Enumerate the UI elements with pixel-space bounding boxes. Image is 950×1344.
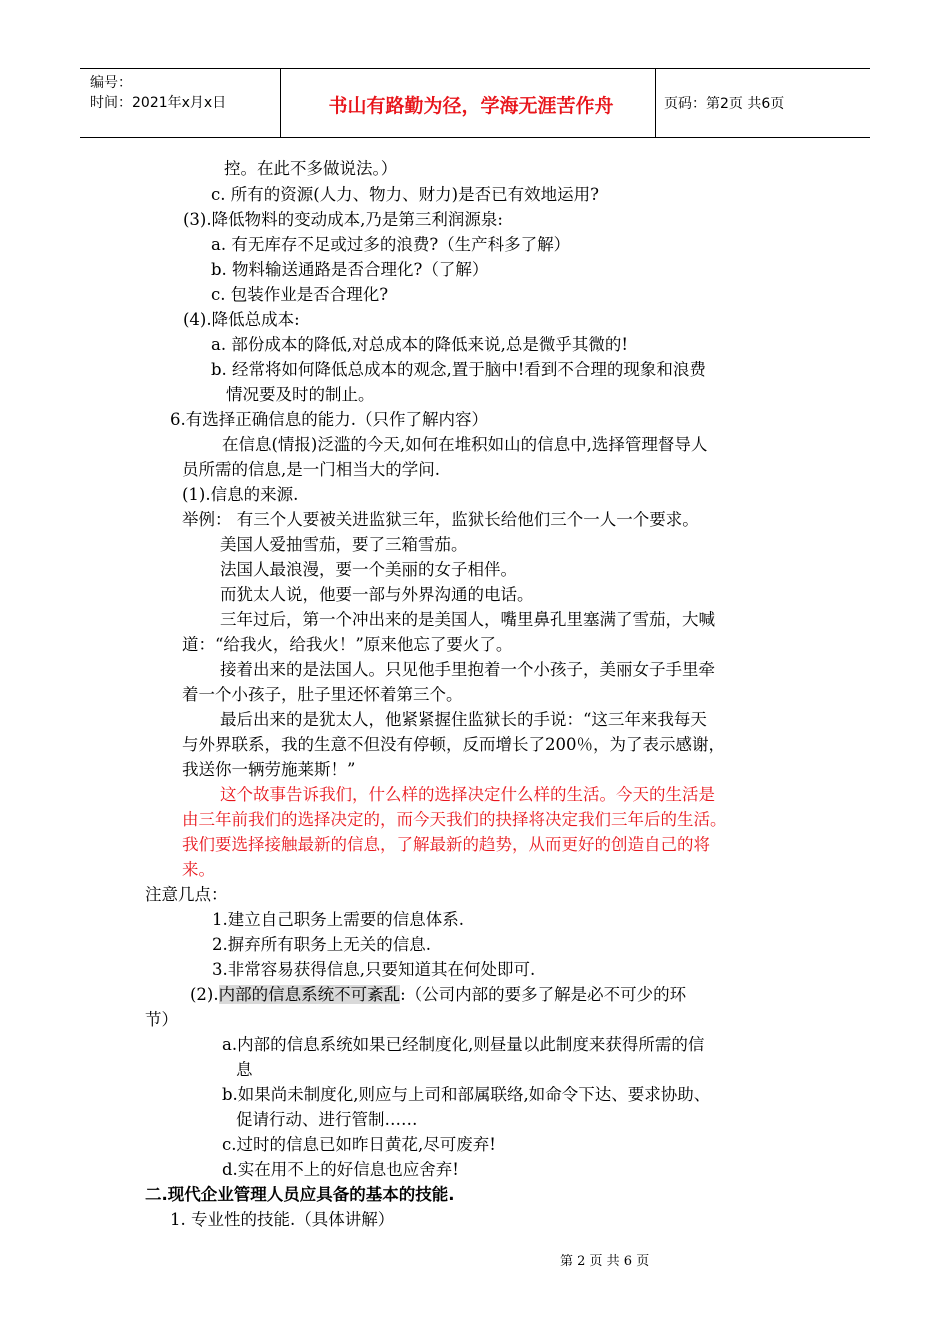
paragraph-line: 法国人最浪漫，要一个美丽的女子相伴。	[220, 560, 517, 579]
paragraph-line: 三年过后，第一个冲出来的是美国人，嘴里鼻孔里塞满了雪茄，大喊	[220, 610, 715, 629]
list-item: c. 所有的资源(人力、物力、财力)是否已有效地运用?	[211, 185, 599, 204]
header-divider	[280, 69, 281, 137]
subheading-number: (2).	[190, 985, 219, 1004]
text-line: 情况要及时的制止。	[226, 385, 375, 404]
page-header	[80, 68, 870, 138]
highlighted-text: 内部的信息系统不可紊乱	[218, 985, 401, 1004]
list-item: c. 包装作业是否合理化?	[211, 285, 389, 304]
paragraph-line: 员所需的信息,是一门相当大的学问.	[182, 460, 440, 479]
moral-line: 由三年前我们的选择决定的，而今天我们的抉择将决定我们三年后的生活。	[182, 810, 727, 829]
moral-line: 这个故事告诉我们，什么样的选择决定什么样的生活。今天的生活是	[220, 785, 715, 804]
paragraph-line: 最后出来的是犹太人，他紧紧握住监狱长的手说：“这三年来我每天	[220, 710, 707, 729]
section-heading: 6.有选择正确信息的能力.（只作了解内容）	[170, 410, 488, 429]
list-item: 2.摒弃所有职务上无关的信息.	[212, 935, 431, 954]
list-item: a. 有无库存不足或过多的浪费?（生产科多了解）	[211, 235, 571, 254]
number-label: 编号：	[90, 75, 132, 91]
paragraph-line: 举例： 有三个人要被关进监狱三年，监狱长给他们三个一人一个要求。	[182, 510, 699, 529]
subheading	[190, 984, 686, 1006]
list-item: b. 经常将如何降低总成本的观念,置于脑中!看到不合理的现象和浪费	[211, 360, 706, 379]
header-page-info: 页码：第2页 共6页	[664, 96, 785, 112]
list-item: d.实在用不上的好信息也应舍弃!	[222, 1160, 459, 1179]
list-item: 3.非常容易获得信息,只要知道其在何处即可.	[212, 960, 536, 979]
list-item: b.如果尚未制度化,则应与上司和部属联络,如命令下达、要求协助、	[222, 1085, 711, 1104]
list-item: c.过时的信息已如昨日黄花,尽可废弃!	[222, 1135, 496, 1154]
subheading: (1).信息的来源.	[182, 485, 299, 504]
header-meta	[90, 73, 226, 113]
text-line: 促请行动、进行管制……	[236, 1110, 418, 1129]
header-divider	[655, 69, 656, 137]
paragraph-line: 道：“给我火，给我火！”原来他忘了要火了。	[182, 635, 513, 654]
subheading: (4).降低总成本:	[183, 310, 300, 329]
subheading: (3).降低物料的变动成本,乃是第三利润源泉:	[183, 210, 503, 229]
paragraph-line: 着一个小孩子，肚子里还怀着第三个。	[182, 685, 463, 704]
list-item: b. 物料输送通路是否合理化?（了解）	[211, 260, 489, 279]
paragraph-line: 我送你一辆劳施莱斯！”	[182, 760, 356, 779]
list-item: 1. 专业性的技能.（具体讲解）	[170, 1210, 395, 1229]
moral-line: 来。	[182, 860, 215, 879]
text-line: 控。在此不多做说法。）	[224, 159, 398, 178]
text-line: 息	[236, 1060, 253, 1079]
list-item: 1.建立自己职务上需要的信息体系.	[212, 910, 464, 929]
subheading-rest: :（公司内部的要多了解是必不可少的环	[400, 985, 687, 1004]
section-heading: 二.现代企业管理人员应具备的基本的技能.	[145, 1185, 455, 1204]
text-line: 节）	[145, 1010, 178, 1029]
subheading: 注意几点：	[145, 885, 228, 904]
moral-line: 我们要选择接触最新的信息，了解最新的趋势，从而更好的创造自己的将	[182, 835, 710, 854]
list-item: a. 部份成本的降低,对总成本的降低来说,总是微乎其微的!	[211, 335, 628, 354]
paragraph-line: 与外界联系，我的生意不但没有停顿，反而增长了200％，为了表示感谢，	[182, 735, 725, 754]
header-motto: 书山有路勤为径，学海无涯苦作舟	[328, 95, 614, 117]
paragraph-line: 接着出来的是法国人。只见他手里抱着一个小孩子，美丽女子手里牵	[220, 660, 715, 679]
paragraph-line: 而犹太人说，他要一部与外界沟通的电话。	[220, 585, 534, 604]
list-item: a.内部的信息系统如果已经制度化,则昼量以此制度来获得所需的信	[222, 1035, 705, 1054]
time-label: 时间：2021年x月x日	[90, 95, 227, 111]
paragraph-line: 在信息(情报)泛滥的今天,如何在堆积如山的信息中,选择管理督导人	[222, 435, 708, 454]
page-footer: 第 2 页 共 6 页	[560, 1254, 650, 1269]
paragraph-line: 美国人爱抽雪茄，要了三箱雪茄。	[220, 535, 468, 554]
